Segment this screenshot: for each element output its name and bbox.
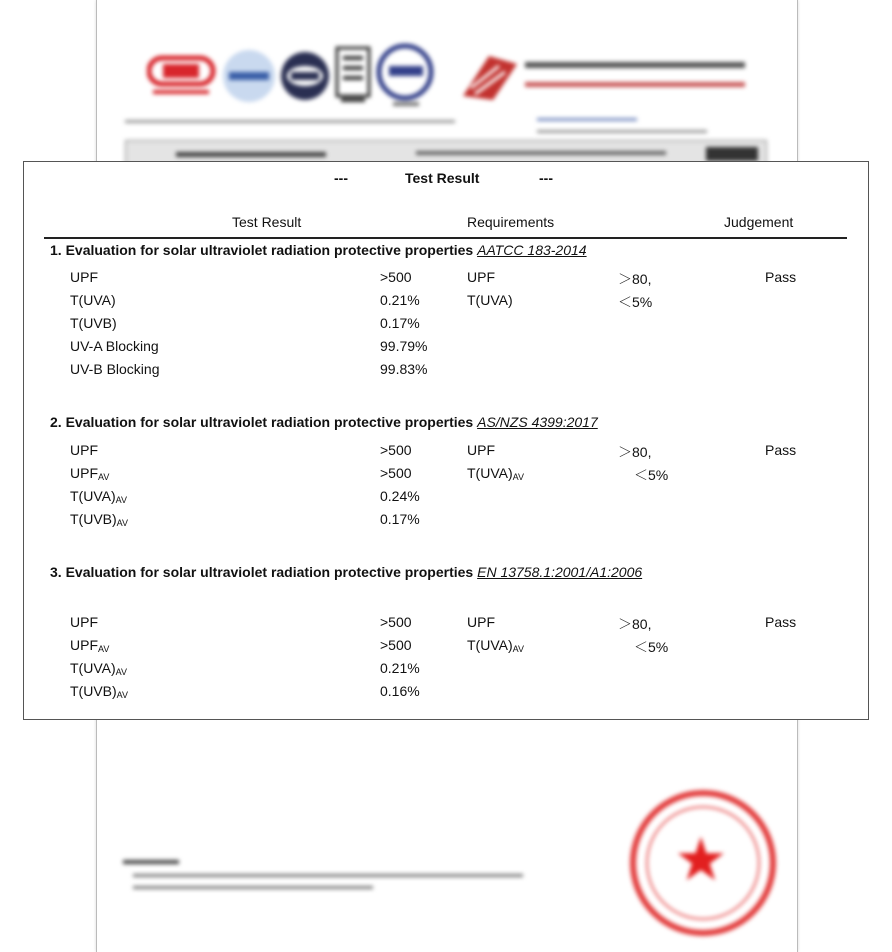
column-header-judgement: Judgement xyxy=(724,214,794,230)
result-value: 0.21% xyxy=(380,660,420,676)
judgement-value: Pass xyxy=(765,442,797,458)
card-title: Test Result xyxy=(405,170,480,186)
standard-reference: AS/NZS 4399:2017 xyxy=(477,414,598,430)
contact-line-1 xyxy=(537,118,637,121)
section-heading: 1. Evaluation for solar ultraviolet radiation protective properties AATCC 183-2014 xyxy=(50,242,587,258)
requirement-value: ＜5% xyxy=(634,639,669,655)
title-dash-left: --- xyxy=(334,170,348,186)
requirement-value: ＞80, xyxy=(618,271,652,287)
address-line xyxy=(125,120,455,123)
requirement-name: UPF xyxy=(467,614,495,630)
hcl-logo xyxy=(375,42,437,110)
result-name: UV-B Blocking xyxy=(70,361,160,377)
result-value: 0.21% xyxy=(380,292,420,308)
result-value: 99.79% xyxy=(380,338,428,354)
section-heading: 2. Evaluation for solar ultraviolet radiation protective properties AS/NZS 4399:2017 xyxy=(50,414,598,430)
star-icon: ★ xyxy=(674,826,728,893)
result-value: 99.83% xyxy=(380,361,428,377)
result-name: T(UVB) xyxy=(70,315,117,331)
requirement-name: UPF xyxy=(467,269,495,285)
result-name: T(UVA) xyxy=(70,292,116,308)
result-name: $UPF_{AV}$ xyxy=(70,465,110,482)
requirement-value: ＜5% xyxy=(618,294,653,310)
result-name: UPF xyxy=(70,614,98,630)
ilac-logo xyxy=(221,48,277,104)
column-header-test-result: Test Result xyxy=(232,214,302,230)
result-value: >500 xyxy=(380,614,412,630)
judgement-value: Pass xyxy=(765,614,797,630)
result-name: UPF xyxy=(70,442,98,458)
result-name: UV-A Blocking xyxy=(70,338,159,354)
judgement-value: Pass xyxy=(765,269,797,285)
result-value: >500 xyxy=(380,465,412,481)
section-heading: 3. Evaluation for solar ultraviolet radiation protective properties EN 13758.1:2001/A1:2006 xyxy=(50,564,643,580)
title-dash-right: --- xyxy=(539,170,553,186)
result-value: 0.17% xyxy=(380,511,420,527)
company-logo xyxy=(459,50,519,100)
requirement-name: $T(UVA)_{AV}$ xyxy=(467,637,524,654)
result-name: $T(UVB)_{AV}$ xyxy=(70,511,129,528)
result-value: 0.16% xyxy=(380,683,420,699)
requirement-value: ＞80, xyxy=(618,444,652,460)
company-name-en xyxy=(525,82,745,87)
result-name: UPF xyxy=(70,269,98,285)
result-name: $T(UVA)_{AV}$ xyxy=(70,488,127,505)
result-value: 0.24% xyxy=(380,488,420,504)
result-value: >500 xyxy=(380,442,412,458)
test-result-card xyxy=(23,161,869,720)
requirement-name: $T(UVA)_{AV}$ xyxy=(467,465,524,482)
result-value: >500 xyxy=(380,269,412,285)
requirement-value: ＞80, xyxy=(618,616,652,632)
requirement-name: T(UVA) xyxy=(467,292,513,308)
result-value: >500 xyxy=(380,637,412,653)
contact-line-2 xyxy=(537,130,707,133)
requirement-name: UPF xyxy=(467,442,495,458)
result-name: $UPF_{AV}$ xyxy=(70,637,110,654)
official-seal-stamp xyxy=(630,790,776,936)
cal-logo xyxy=(335,46,371,106)
standard-reference: AATCC 183-2014 xyxy=(477,242,587,258)
result-value: 0.17% xyxy=(380,315,420,331)
header-divider xyxy=(44,237,847,239)
standard-reference: EN 13758.1:2001/A1:2006 xyxy=(477,564,643,580)
accreditation-logos xyxy=(147,40,747,110)
cma-logo xyxy=(147,50,217,100)
company-name-cn xyxy=(525,62,745,68)
requirement-value: ＜5% xyxy=(634,467,669,483)
result-name: $T(UVA)_{AV}$ xyxy=(70,660,127,677)
column-header-requirements: Requirements xyxy=(467,214,555,230)
result-name: $T(UVB)_{AV}$ xyxy=(70,683,129,700)
cnas-logo xyxy=(279,50,331,102)
